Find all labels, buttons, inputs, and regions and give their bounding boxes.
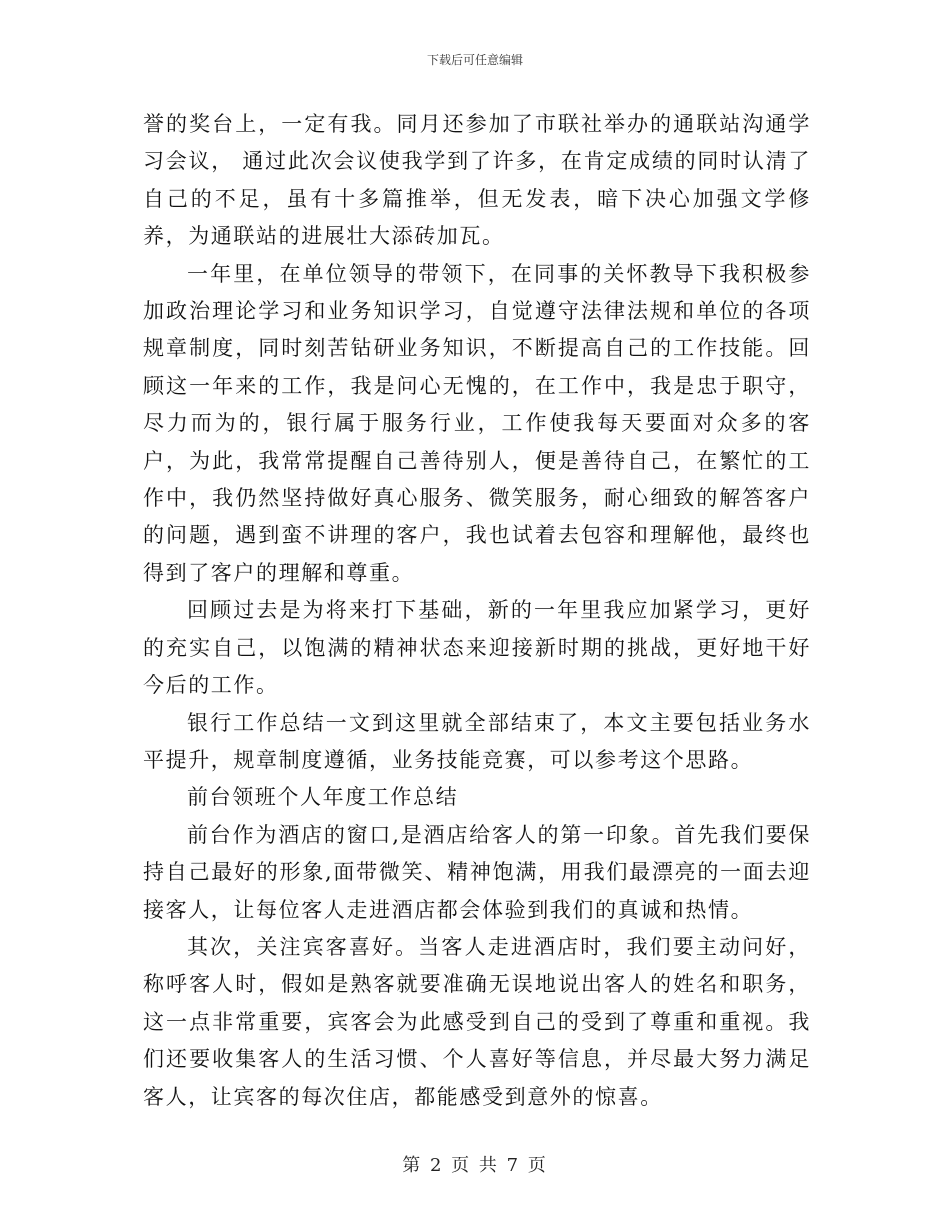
paragraph: 一年里，在单位领导的带领下，在同事的关怀教导下我积极参加政治理论学习和业务知识学习，自觉遵守法律法规和单位的各项规章制度，同时刻苦钻研业务知识，不断提高自己的工作技能。回顾这一年来的工作，我是问心无愧的，在工作中，我是忠于职守，尽力而为的，银行属于服务行业，工作使我每天要面对众多的客户，为此，我常常提醒自己善待别人，便是善待自己，在繁忙的工作中，我仍然坚持做好真心服务、微笑服务，耐心细致的解答客户的问题，遇到蛮不讲理的客户，我也试着去包容和理解他，最终也得到了客户的理解和尊重。	[143, 261, 811, 585]
page-number: 第 2 页 共 7 页	[402, 1155, 548, 1176]
page-header: 下载后可任意编辑	[426, 53, 523, 67]
paragraph: 其次，关注宾客喜好。当客人走进酒店时，我们要主动问好，称呼客人时，假如是熟客就要准确无误地说出客人的姓名和职务，这一点非常重要，宾客会为此感受到自己的受到了尊重和重视。我们还要收集客人的生活习惯、个人喜好等信息，并尽最大努力满足客人，让宾客的每次住店，都能感受到意外的惊喜。	[143, 934, 811, 1109]
paragraph: 誉的奖台上，一定有我。同月还参加了市联社举办的通联站沟通学习会议， 通过此次会议使我学到了许多，在肯定成绩的同时认清了自己的不足，虽有十多篇推举，但无发表，暗下决心加强文学修养，为通联站的进展壮大添砖加瓦。	[143, 112, 811, 249]
document-body	[143, 106, 811, 1116]
paragraph: 银行工作总结一文到这里就全部结束了，本文主要包括业务水平提升，规章制度遵循，业务技能竞赛，可以参考这个思路。	[143, 710, 811, 772]
paragraph: 回顾过去是为将来打下基础，新的一年里我应加紧学习，更好的充实自己，以饱满的精神状态来迎接新时期的挑战，更好地干好今后的工作。	[143, 598, 811, 698]
section-heading: 前台领班个人年度工作总结	[187, 785, 459, 810]
paragraph: 前台作为酒店的窗口,是酒店给客人的第一印象。首先我们要保持自己最好的形象,面带微笑、精神饱满，用我们最漂亮的一面去迎接客人，让每位客人走进酒店都会体验到我们的真诚和热情。	[143, 822, 811, 922]
